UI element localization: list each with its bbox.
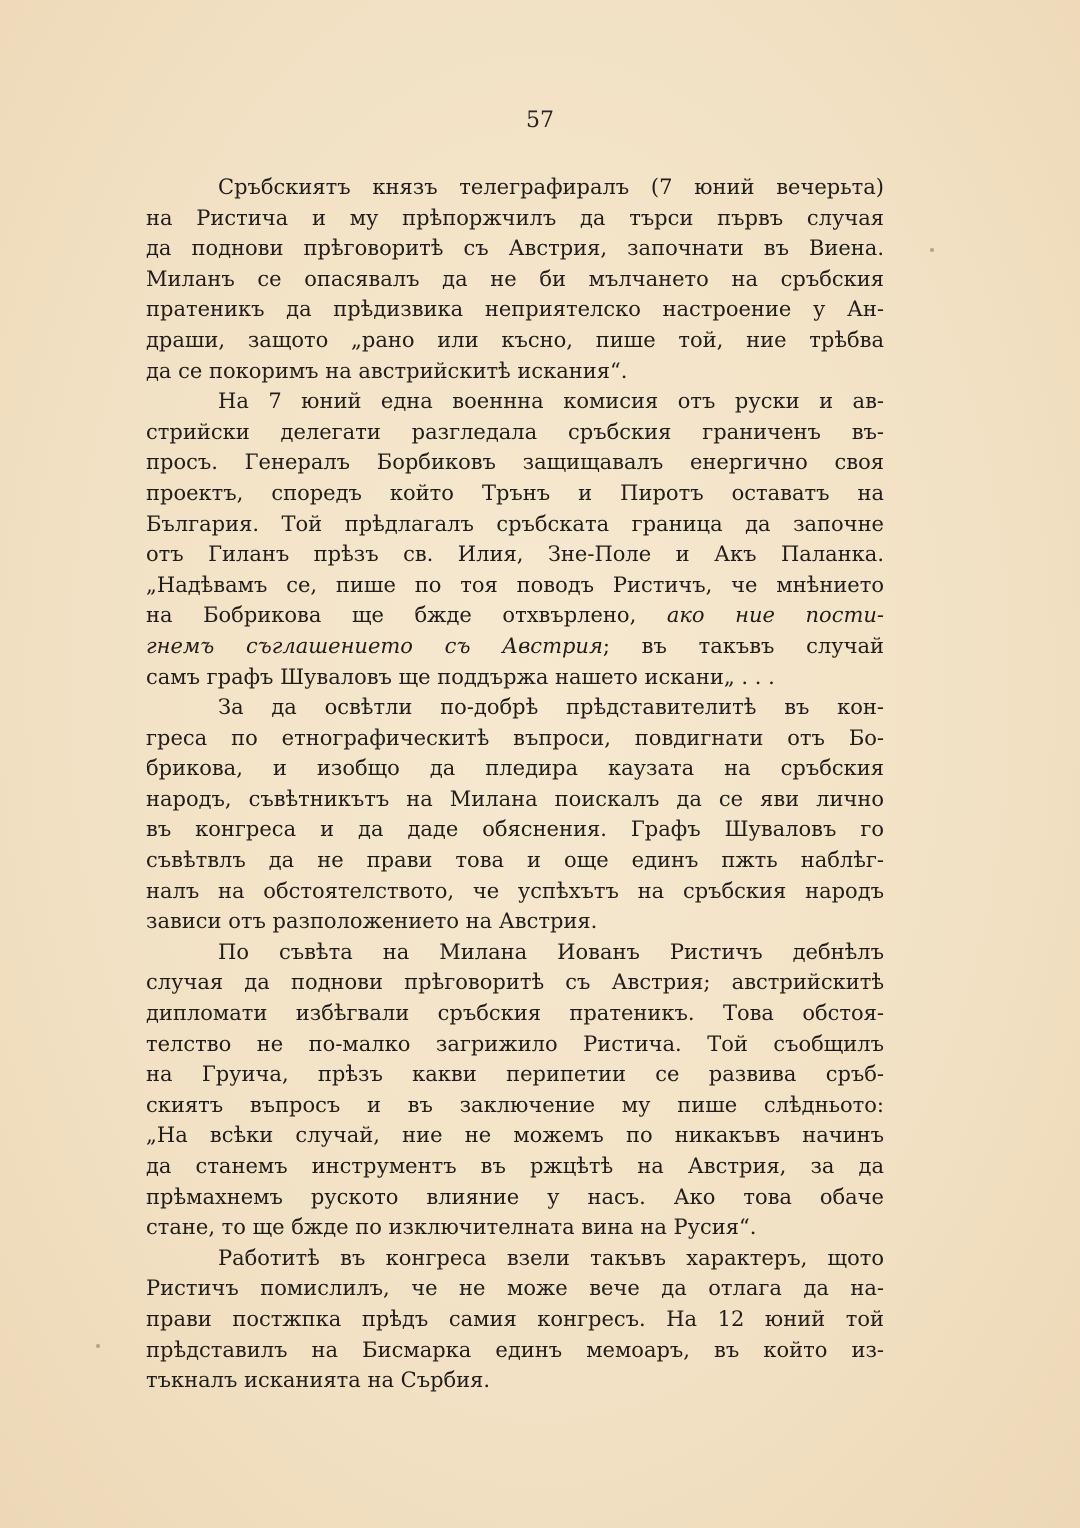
text-line: драши, защото „рано или късно, пише той, ние трѣбва <box>146 327 884 352</box>
text-line: България. Той прѣдлагалъ сръбската граница да започне <box>146 511 884 536</box>
text-line: на Ристича и му прѣпоржчилъ да търси първъ случая <box>146 205 884 230</box>
text-line: Миланъ се опасявалъ да не би мълчането на сръбския <box>146 266 884 291</box>
paper-speck <box>96 1344 100 1348</box>
text-line: въ конгреса и да даде обяснения. Графъ Шуваловъ го <box>146 817 884 842</box>
text-segment: на Бобрикова ще бжде отхвърлено, <box>146 603 667 628</box>
italic-text: гнемъ съглашението съ Австрия <box>146 633 603 658</box>
text-line: народъ, съвѣтникътъ на Милана поискалъ да се яви лично <box>146 786 884 811</box>
text-line: стрийски делегати разгледала сръбския граниченъ въ- <box>146 419 884 444</box>
text-line <box>146 631 884 662</box>
italic-text: ако ние пости- <box>666 603 884 628</box>
text-line: налъ на обстоятелството, че успѣхътъ на сръбския народъ <box>146 878 884 903</box>
text-line: За да освѣтли по-добрѣ прѣдставителитѣ въ кон- <box>218 695 884 720</box>
page-number: 57 <box>526 108 554 133</box>
text-line: „На всѣки случай, ние не можемъ по никакъвъ начинъ <box>146 1123 884 1148</box>
paper-speck <box>930 248 934 252</box>
text-line <box>146 600 884 631</box>
text-line: Работитѣ въ конгреса взели такъвъ характеръ, щото <box>218 1245 884 1270</box>
text-line: самъ графъ Шуваловъ ще поддържа нашето искани„ . . . <box>146 664 775 689</box>
text-line: тъкналъ исканията на Сърбия. <box>146 1368 491 1393</box>
text-line: просъ. Генералъ Борбиковъ защищавалъ енергично своя <box>146 450 884 475</box>
text-line: да се покоримъ на австрийскитѣ искания“. <box>146 358 628 383</box>
body-text <box>146 172 884 1396</box>
text-line: зависи отъ разположението на Австрия. <box>146 909 598 934</box>
text-line: на Груича, прѣзъ какви перипетии се развива сръб- <box>146 1062 884 1087</box>
text-line: съвѣтвлъ да не прави това и още единъ пжть наблѣг- <box>146 848 884 873</box>
text-line: прави постжпка прѣдъ самия конгресъ. На 12 юний той <box>146 1306 884 1331</box>
text-line: брикова, и изобщо да пледира каузата на сръбския <box>146 756 884 781</box>
text-line: „Надѣвамъ се, пише по тоя поводъ Ристичъ, че мнѣнието <box>146 572 884 597</box>
text-line: греса по етнографическитѣ въпроси, повдигнати отъ Бо- <box>146 725 884 750</box>
text-line: скиятъ въпросъ и въ заключение му пише слѣдньото: <box>146 1092 884 1117</box>
text-line: телство не по-малко загрижило Ристича. Той съобщилъ <box>146 1031 884 1056</box>
text-line: прѣмахнемъ руското влияние у насъ. Ако това обаче <box>146 1184 884 1209</box>
text-line: стане, то ще бжде по изключителната вина на Русия“. <box>146 1215 757 1240</box>
text-line: случая да поднови прѣговоритѣ съ Австрия; австрийскитѣ <box>146 970 884 995</box>
text-line: проектъ, споредъ който Трънъ и Пиротъ оставатъ на <box>146 480 884 505</box>
text-line: пратеникъ да прѣдизвика неприятелско настроение у Ан- <box>146 297 884 322</box>
text-segment: ; въ такъвъ случай <box>602 633 884 658</box>
text-line: По съвѣта на Милана Иованъ Ристичъ дебнѣлъ <box>218 939 884 964</box>
text-line: дипломати избѣгвали сръбския пратеникъ. Това обстоя- <box>146 1001 884 1026</box>
text-line: да поднови прѣговоритѣ съ Австрия, започнати въ Виена. <box>146 236 884 261</box>
text-line: Ристичъ помислилъ, че не може вече да отлага да на- <box>146 1276 884 1301</box>
text-line: прѣдставилъ на Бисмарка единъ мемоаръ, въ който из- <box>146 1337 884 1362</box>
text-line: Сръбскиятъ князъ телеграфиралъ (7 юний вечерьта) <box>218 175 884 199</box>
text-line: да станемъ инструментъ въ ржцѣтѣ на Австрия, за да <box>146 1154 884 1178</box>
text-line: На 7 юний една военнна комисия отъ руски и ав- <box>218 389 884 414</box>
text-line: отъ Гиланъ прѣзъ св. Илия, Зне-Поле и Акъ Паланка. <box>146 542 884 567</box>
